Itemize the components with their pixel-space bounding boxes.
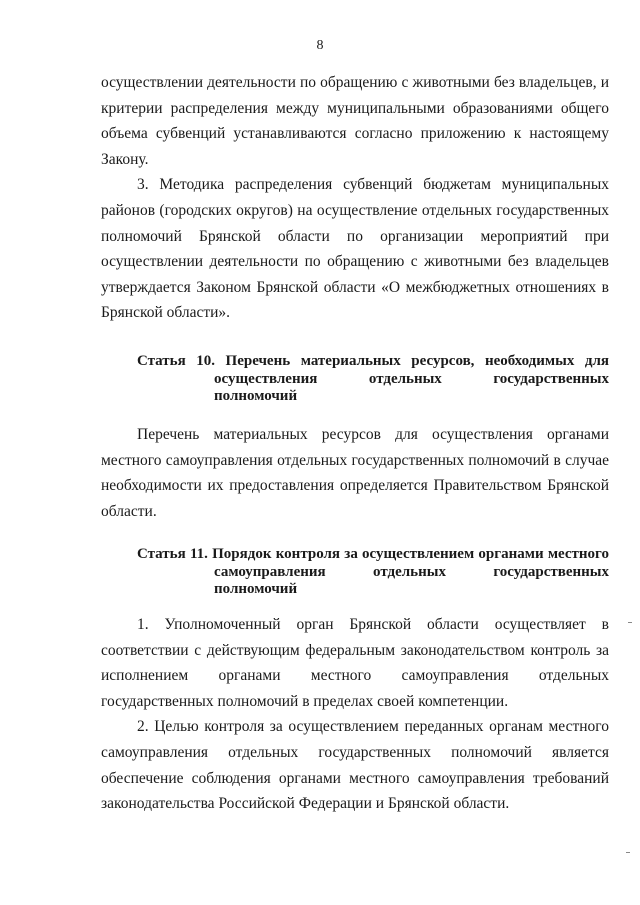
page-number: 8 — [316, 38, 324, 53]
article-10-heading-line1: Статья 10. Перечень материальных ресурсов, необходимых для — [137, 353, 609, 369]
article-10-paragraph: Перечень материальных ресурсов для осуществления органами местного самоуправления отдельных государственных полномочий в случае необходимости их предоставления определяется Правительством Брянской области. — [101, 426, 609, 520]
text-block-continuation — [101, 70, 609, 326]
article-11-heading-line2: самоуправления отдельных государственных — [214, 563, 609, 580]
article-11-heading — [101, 546, 609, 599]
scan-artifact — [626, 852, 630, 853]
article-10-heading-line3: полномочий — [214, 388, 298, 404]
article-11-body — [101, 612, 609, 817]
paragraph-methodology: 3. Методика распределения субвенций бюджетам муниципальных районов (городских округов) на осуществление отдельных государственных полномочий Брянской области по организации мероприятий при осуществлении деятельности по обращению с животными без владельцев утверждается Законом Брянской области «О межбюджетных отношениях в Брянской области». — [101, 176, 609, 322]
article-10-heading-line2: осуществления отдельных государственных — [214, 370, 609, 387]
article-10-body — [101, 422, 609, 524]
paragraph-continuation: осуществлении деятельности по обращению с животными без владельцев, и критерии распределения между муниципальными образованиями общего объема субвенций устанавливаются согласно приложению к настоящему Закону. — [101, 74, 609, 168]
article-11-heading-line3: полномочий — [214, 581, 298, 597]
article-11-paragraph-1: 1. Уполномоченный орган Брянской области осуществляет в соответствии с действующим федеральным законодательством контроль за исполнением органами местного самоуправления отдельных государственных полномочий в пределах своей компетенции. — [101, 616, 609, 710]
article-11-paragraph-2: 2. Целью контроля за осуществлением переданных органам местного самоуправления отдельных государственных полномочий является обеспечение соблюдения органами местного самоуправления требований законодательства Российской Федерации и Брянской области. — [101, 718, 609, 813]
scan-artifact — [628, 622, 632, 623]
article-11-heading-line1: Статья 11. Порядок контроля за осуществлением органами местного — [137, 546, 609, 562]
article-10-heading — [101, 353, 609, 406]
